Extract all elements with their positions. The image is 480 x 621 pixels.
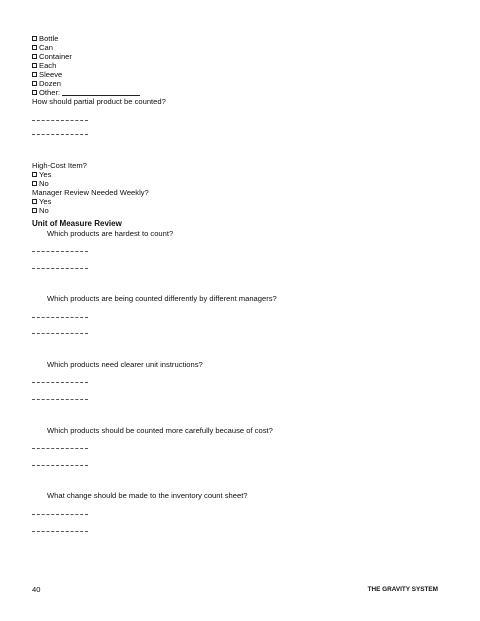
high-cost-question: High-Cost Item? <box>32 161 87 170</box>
answer-line[interactable] <box>32 134 88 135</box>
option-label: Yes <box>39 170 52 179</box>
answer-line[interactable] <box>32 514 88 515</box>
answer-line[interactable] <box>32 382 88 383</box>
option-other[interactable] <box>32 88 140 97</box>
answer-line[interactable] <box>32 317 88 318</box>
checkbox-icon[interactable] <box>32 199 37 204</box>
manager-review-yes[interactable] <box>32 197 51 206</box>
option-label: No <box>39 179 49 188</box>
option-label: Yes <box>39 197 52 206</box>
checkbox-icon[interactable] <box>32 36 37 41</box>
answer-line[interactable] <box>32 268 88 269</box>
answer-line[interactable] <box>32 465 88 466</box>
option-label: Container <box>39 52 72 61</box>
option-label: Can <box>39 43 53 52</box>
answer-line[interactable] <box>32 448 88 449</box>
page-number: 40 <box>32 585 41 594</box>
section-heading: Unit of Measure Review <box>32 219 122 228</box>
question-text: Which products need clearer unit instructions? <box>47 360 203 369</box>
option-bottle[interactable] <box>32 34 58 43</box>
answer-line[interactable] <box>32 251 88 252</box>
option-can[interactable] <box>32 43 53 52</box>
checkbox-icon[interactable] <box>32 181 37 186</box>
checkbox-icon[interactable] <box>32 90 37 95</box>
checkbox-icon[interactable] <box>32 63 37 68</box>
option-dozen[interactable] <box>32 79 61 88</box>
question-text: What change should be made to the inventory count sheet? <box>47 491 248 500</box>
answer-line[interactable] <box>32 399 88 400</box>
partial-count-question: How should partial product be counted? <box>32 97 166 106</box>
high-cost-no[interactable] <box>32 179 49 188</box>
checkbox-icon[interactable] <box>32 172 37 177</box>
option-container[interactable] <box>32 52 72 61</box>
option-each[interactable] <box>32 61 56 70</box>
question-text: Which products should be counted more carefully because of cost? <box>47 426 273 435</box>
high-cost-yes[interactable] <box>32 170 51 179</box>
option-sleeve[interactable] <box>32 70 62 79</box>
option-label: No <box>39 206 49 215</box>
option-label: Each <box>39 61 57 70</box>
checkbox-icon[interactable] <box>32 208 37 213</box>
option-label: Sleeve <box>39 70 63 79</box>
answer-line[interactable] <box>32 333 88 334</box>
checkbox-icon[interactable] <box>32 72 37 77</box>
answer-line[interactable] <box>32 531 88 532</box>
checkbox-icon[interactable] <box>32 81 37 86</box>
other-write-in-line[interactable] <box>62 88 140 96</box>
option-label: Other: <box>39 88 61 97</box>
option-label: Dozen <box>39 79 61 88</box>
question-text: Which products are hardest to count? <box>47 229 174 238</box>
option-label: Bottle <box>39 34 59 43</box>
checkbox-icon[interactable] <box>32 54 37 59</box>
question-text: Which products are being counted differently by different managers? <box>47 294 277 303</box>
answer-line[interactable] <box>32 120 88 121</box>
manager-review-no[interactable] <box>32 206 49 215</box>
checkbox-icon[interactable] <box>32 45 37 50</box>
manager-review-question: Manager Review Needed Weekly? <box>32 188 149 197</box>
footer-brand: THE GRAVITY SYSTEM <box>367 586 438 593</box>
